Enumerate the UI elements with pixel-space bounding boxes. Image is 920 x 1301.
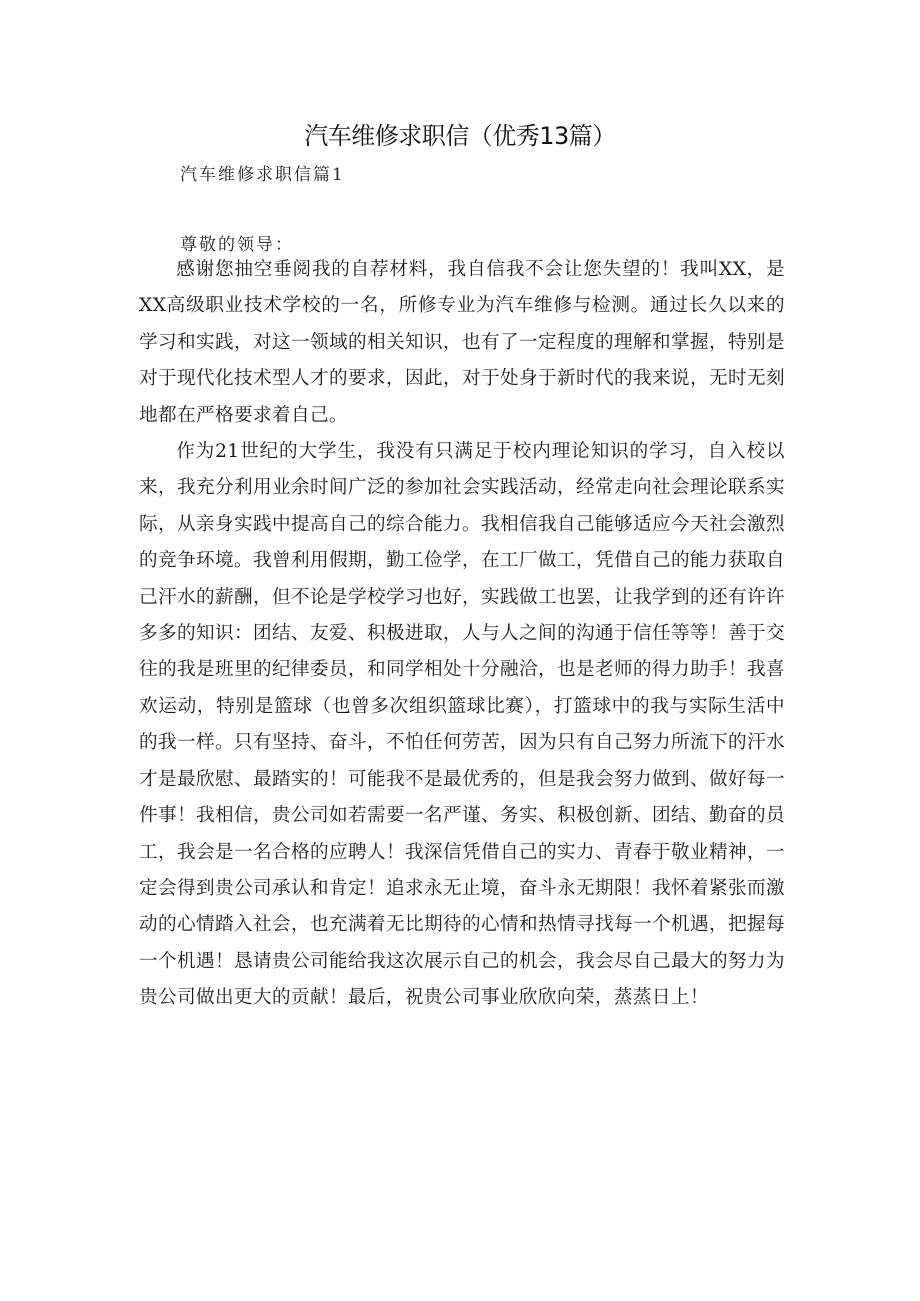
salutation: 尊敬的领导：: [180, 235, 294, 255]
letter-body: [139, 252, 785, 1017]
paragraph: 感谢您抽空垂阅我的自荐材料，我自信我不会让您失望的！我叫XX，是XX高级职业技术学校的一名，所修专业为汽车维修与检测。通过长久以来的学习和实践，对这一领域的相关知识，也有了一定程度的理解和掌握，特别是对于现代化技术型人才的要求，因此，对于处身于新时代的我来说，无时无刻地都在严格要求着自己。: [139, 259, 785, 426]
document-subtitle: 汽车维修求职信篇1: [180, 165, 345, 185]
document-title: 汽车维修求职信（优秀13篇）: [304, 122, 616, 150]
paragraph: 作为21世纪的大学生，我没有只满足于校内理论知识的学习，自入校以来，我充分利用业余时间广泛的参加社会实践活动，经常走向社会理论联系实际，从亲身实践中提高自己的综合能力。我相信我自己能够适应今天社会激烈的竞争环境。我曾利用假期，勤工俭学，在工厂做工，凭借自己的能力获取自己汗水的薪酬，但不论是学校学习也好，实践做工也罢，让我学到的还有许许多多的知识：团结、友爱、积极进取，人与人之间的沟通于信任等等！善于交往的我是班里的纪律委员，和同学相处十分融洽，也是老师的得力助手！我喜欢运动，特别是篮球（也曾多次组织篮球比赛），打篮球中的我与实际生活中的我一样。只有坚持、奋斗，不怕任何劳苦，因为只有自己努力所流下的汗水才是最欣慰、最踏实的！可能我不是最优秀的，但是我会努力做到、做好每一件事！我相信，贵公司如若需要一名严谨、务实、积极创新、团结、勤奋的员工，我会是一名合格的应聘人！我深信凭借自己的实力、青春于敬业精神，一定会得到贵公司承认和肯定！追求永无止境，奋斗永无期限！我怀着紧张而激动的心情踏入社会，也充满着无比期待的心情和热情寻找每一个机遇，把握每一个机遇！恳请贵公司能给我这次展示自己的机会，我会尽自己最大的努力为贵公司做出更大的贡献！最后，祝贵公司事业欣欣向荣，蒸蒸日上！: [139, 441, 785, 1009]
